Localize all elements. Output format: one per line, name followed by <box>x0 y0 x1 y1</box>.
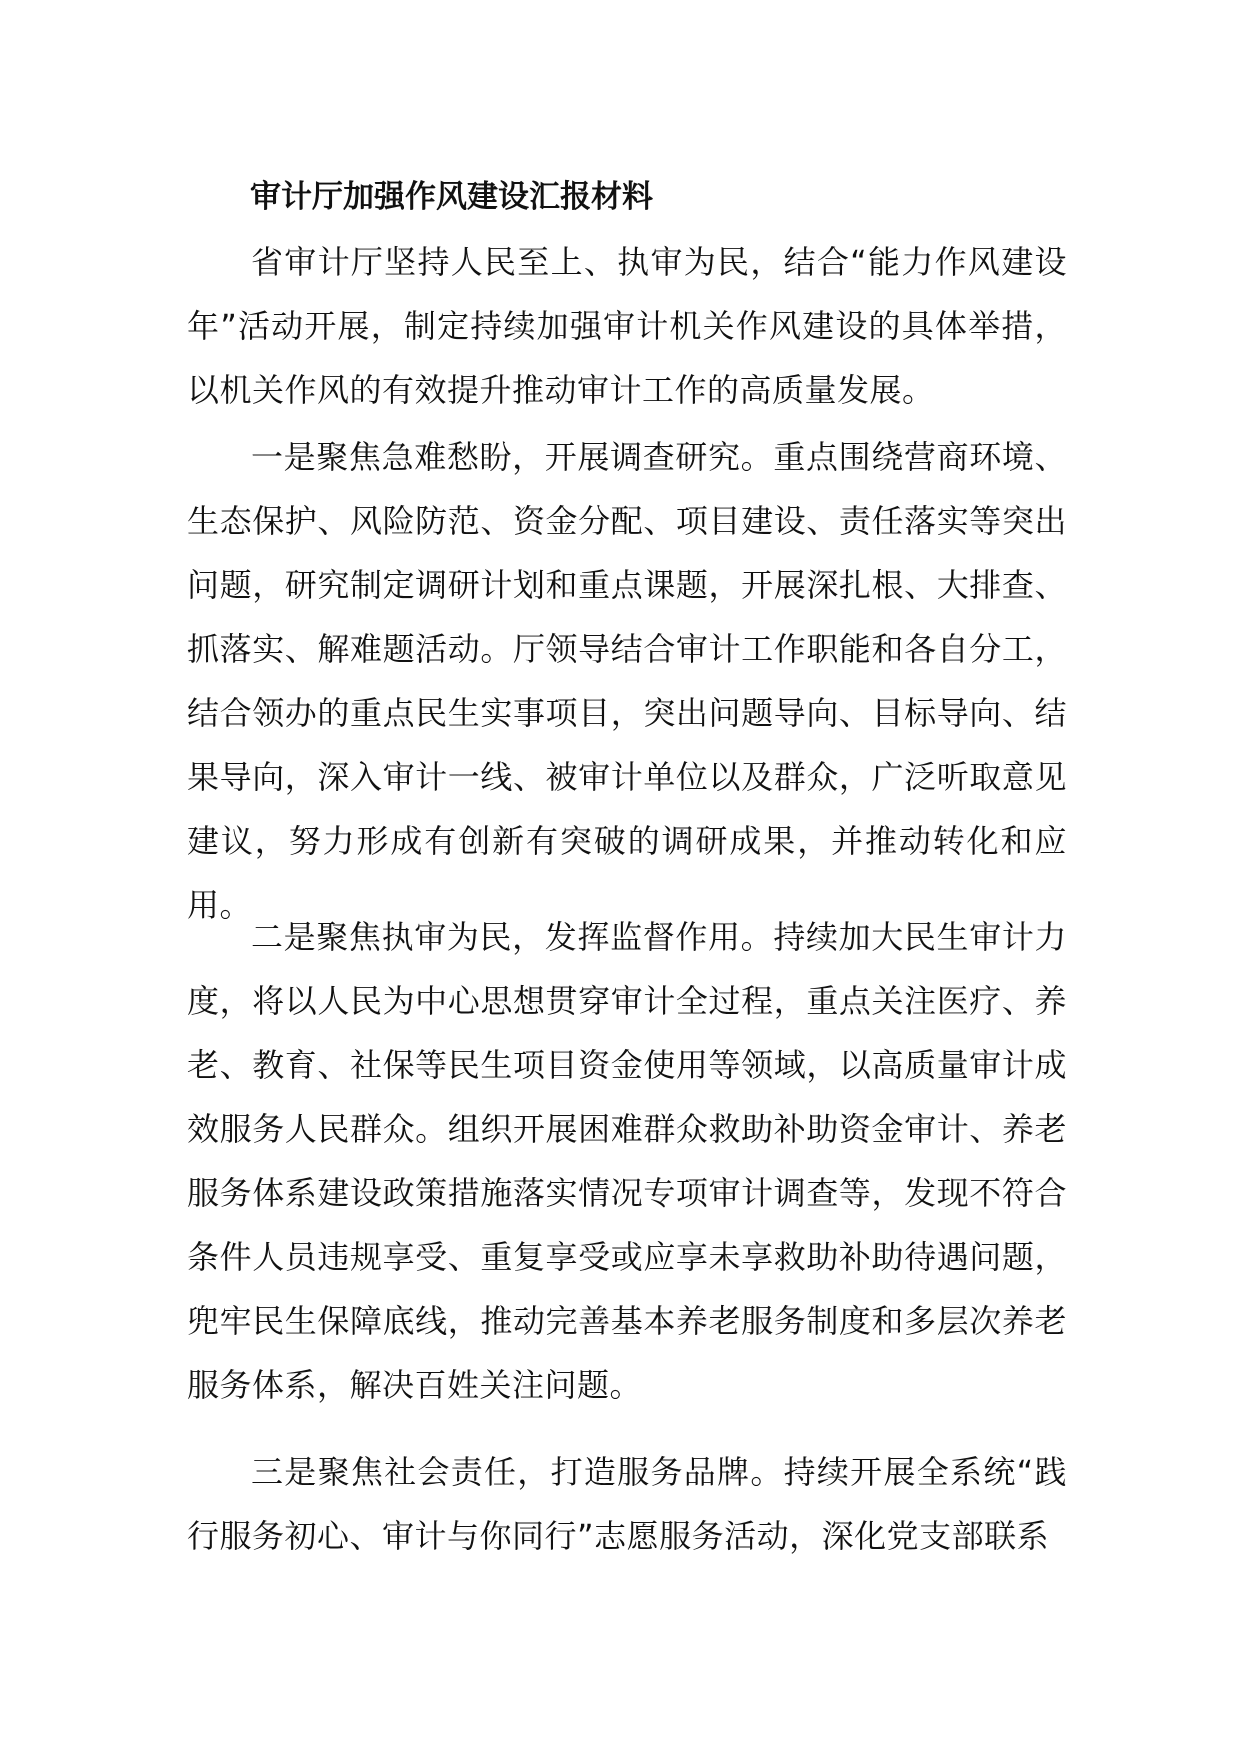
paragraph-point-three: 三是聚焦社会责任，打造服务品牌。持续开展全系统“践行服务初心、审计与你同行”志愿服务活动，深化党支部联系 <box>187 1453 1067 1555</box>
document-title: 审计厅加强作风建设汇报材料 <box>250 179 653 215</box>
paragraph-intro: 省审计厅坚持人民至上、执审为民，结合“能力作风建设年”活动开展，制定持续加强审计机关作风建设的具体举措，以机关作风的有效提升推动审计工作的高质量发展。 <box>187 243 1067 409</box>
paragraph-point-two: 二是聚焦执审为民，发挥监督作用。持续加大民生审计力度，将以人民为中心思想贯穿审计全过程，重点关注医疗、养老、教育、社保等民生项目资金使用等领域，以高质量审计成效服务人民群众。组织开展困难群众救助补助资金审计、养老服务体系建设政策措施落实情况专项审计调查等，发现不符合条件人员违规享受、重复享受或应享未享救助补助待遇问题，兜牢民生保障底线，推动完善基本养老服务制度和多层次养老服务体系，解决百姓关注问题。 <box>187 918 1067 1404</box>
paragraph-point-one: 一是聚焦急难愁盼，开展调查研究。重点围绕营商环境、生态保护、风险防范、资金分配、项目建设、责任落实等突出问题，研究制定调研计划和重点课题，开展深扎根、大排查、抓落实、解难题活动。厅领导结合审计工作职能和各自分工，结合领办的重点民生实事项目，突出问题导向、目标导向、结果导向，深入审计一线、被审计单位以及群众，广泛听取意见建议，努力形成有创新有突破的调研成果，并推动转化和应用。 <box>187 438 1067 924</box>
